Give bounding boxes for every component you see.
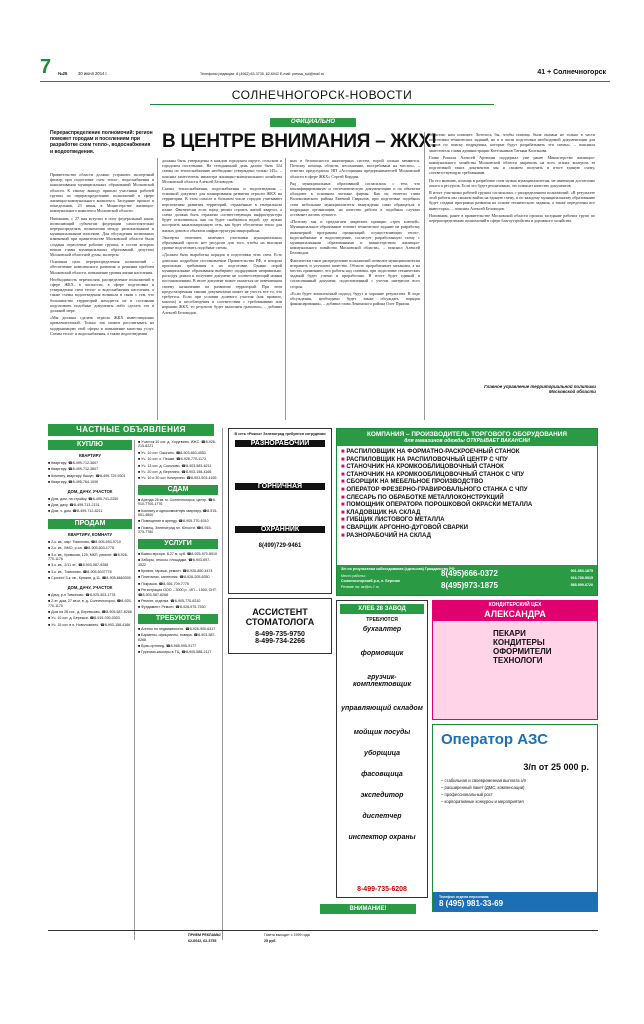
vacancy-item: ■ СТАНОЧНИК НА КРОМКООБЛИЦОВОЧНЫЙ СТАНОК С ЧПУ: [341, 470, 525, 478]
section-title-rule: [150, 104, 494, 105]
vacancy-item: ■ КЛАДОВЩИК НА СКЛАД: [341, 508, 421, 516]
article-paragraph: «Если будет комплексный подход, будут и хорошие результаты. В ходе обсуждения, необходимо будет также обсуждать порядок финансирования», – добавил глава Ленинского района Олег Пряхин.: [290, 290, 420, 307]
article-paragraph: В итоге участники рабочей группы согласились с распределением полномочий. «В результате этой работы мы сможем выйти на единую схему, и по каждому муниципальному образованию будет создана программа развития на основе технического задания, а также определены все инвесторы», – пояснил Алексей Беловодов.: [429, 190, 595, 211]
list-item: ■ Срочно! 3-к. кв., Крюков, д.11. ☎8-905-6663000: [48, 576, 131, 581]
company-ad-banner-line2: для магазинов одежды ОТКРЫВАЕТ ВАКАНСИИ: [404, 438, 530, 444]
company-phone: 916-785-9915: [570, 576, 593, 580]
vacancy-item: ■ СВАРЩИК АРГОННО-ДУГОВОЙ СВАРКИ: [341, 523, 468, 531]
company-phone: 8(495)666-0372: [441, 569, 498, 578]
list-item: ■ Аренда 28 кв. м. Солнечногорск, центр. ☎8-910-7700-1776: [138, 497, 216, 507]
azs-footer: [433, 892, 597, 911]
dental-ad-phone: 8-499-734-2266: [255, 638, 305, 645]
vacancy-list: [337, 446, 597, 541]
list-item: ■ Врач-ортопед. ☎8-985-995-9177: [138, 643, 197, 648]
vacancy-item: ■ ОПЕРАТОР ФРЕЗЕРНО-ГРАВИРОВАЛЬНОГО СТАНКА С ЧПУ: [341, 485, 528, 493]
confect-title: КОНДИТЕРСКИЙ ЦЕХ: [433, 601, 597, 609]
list-item: ■ Уч. 15 сот. в п. Новолокнино. ☎8-903-158-4166: [48, 622, 131, 627]
classifieds-col2: [138, 440, 218, 657]
dental-ad-title: АССИСТЕНТ СТОМАТОЛОГА: [245, 607, 315, 627]
issue-number: №25: [58, 71, 68, 76]
article-paragraph: Эксперты отмечают, замечают участники муниципальных образований просто нет ресурсов для того, чтобы на высоком уровне подготовить подобные схемы.: [162, 234, 282, 251]
list-item: ■ Уч. 10 сот. с. Пешки. ☎8-926-770-1173: [138, 457, 206, 462]
azs-ad: [432, 724, 598, 912]
article-lead: Перераспределение полномочий: регион поможет городам и поселениям при разработке схем тепло-, водоснабжения и водоотведения.: [50, 130, 153, 155]
rosa-ad-item: РАЗНОРАБОЧИЙ: [235, 440, 325, 447]
page-footer: [48, 930, 598, 946]
vacancy-item: ■ СЛЕСАРЬ ПО ОБРАБОТКЕ МЕТАЛЛОКОНСТРУКЦИЙ: [341, 493, 504, 501]
list-item: ■ Уч. 20 сот. д. Вертлино. ☎8-903-158-4166: [138, 470, 212, 475]
vacancy-item: ■ СТАНОЧНИК НА КРОМКООБЛИЦОВОЧНЫЙ СТАНОК: [341, 463, 504, 471]
section-needed: ТРЕБУЮТСЯ: [138, 614, 218, 624]
list-item: ■ Регистрация ООО – 3000 р., ИП – 1500, СНТ. ☎8-903-587-8268: [138, 588, 217, 597]
vacancy-item: ■ СБОРЩИК НА МЕБЕЛЬНОЕ ПРОИЗВОДСТВО: [341, 478, 484, 486]
list-item: ■ Комнату и однокомнатную квартиру. ☎8-915-551-9800: [138, 508, 218, 518]
article-paragraph: «Мы должны сделать отрасль ЖКХ инвестиционно привлекательной. Только так можем рассчитывать на модернизацию этой сферы и повышение качества услуг. Схемы тепло- и водоснабжения, а также водоотведения: [50, 315, 154, 336]
salary-line: З/п по результатам собеседования (сдельная) Гражданство РФ: [341, 567, 455, 571]
bread-item: экспедитор: [360, 792, 404, 799]
company-vacancies-ad: [336, 428, 598, 596]
list-item: ■ Комнату, квартиру. Выкуп. ☎8-499-729-9301: [48, 473, 126, 478]
article-paragraph: должны быть утверждены в каждом городском округе, сельском и городском поселениях. На сегодняшний день далеко быть 324 схемы по теплоснабжению необходимо утверждено только 145», – пояснил заместитель министра жилищно-коммунального хозяйства Московской области Алексей Беловодов.: [162, 158, 282, 184]
article-paragraph: Напомним, ранее в правительстве Московской области прошло заседание рабочих групп по перераспределению полномочий в сфере благоустройства и дорожного хозяйства.: [429, 212, 595, 224]
section-sell: ПРОДАМ: [48, 519, 132, 529]
list-item: ■ Квартиру. ☎8-495-764-1006: [48, 480, 99, 485]
bread-phone: 8-499-735-6208: [357, 886, 407, 893]
list-item: ■ 3-к. кв., Тимоново. ☎8-905-5037778: [48, 569, 112, 574]
list-item: ■ Участок 10 сот. д. Хоругвино, ИЖС. ☎8-926-215-8221: [138, 440, 217, 449]
classifieds-title: ЧАСТНЫЕ ОБЪЯВЛЕНИЯ: [76, 425, 186, 434]
rosa-ad-item: ГОРНИЧНАЯ: [235, 483, 325, 490]
classifieds-header-bar: [48, 424, 214, 436]
bread-item: диспетчер: [362, 813, 402, 820]
azs-benefit: – профессиональный рост: [441, 792, 493, 797]
bread-list: [337, 626, 427, 841]
list-item: ■ Уч. 13 сот. д. Соколово. ☎8-903-583-6211: [138, 463, 212, 468]
list-item: ■ Грузчики-кассиры в ТЦ. ☎8-905-588-2117: [138, 650, 212, 655]
bread-item: грузчик-комплектовщик: [353, 674, 411, 688]
bread-item: мойщик посуды: [353, 729, 411, 736]
list-item: ■ Агенты по недвижимости. ☎8-926-900-6317: [138, 626, 216, 631]
article-paragraph: Основная цель перераспределения полномочий – обеспечение комплексного развития и решения проблем Московской области, повышение уровня жизни населения.: [50, 259, 154, 275]
subsection-house-sell: ДОМ, ДАЧУ, УЧАСТОК: [67, 584, 113, 590]
article-paragraph: Необходимость перечислять распределение полномочий в сфере ЖКХ, в частности, в сфере подготовки и утверждения схем тепло- и водоснабжения населения, а также схемы водоотведения возникла в связи с тем, что большинство территорий находится не в состоянии подготовить подобные документы либо сделать это в должной мере.: [50, 276, 154, 314]
attention-label: ВНИМАНИЕ!: [349, 906, 387, 912]
list-item: ■ Дом, дом, на стройку. ☎8-495-741-2250: [48, 496, 119, 501]
list-item: ■ 2-эт. дом, 27 кв.м, в. д. Солнечногорск. ☎8-925-770-1170: [48, 599, 132, 608]
bread-factory-ad: [336, 600, 428, 898]
list-item: ■ 3-к. кв., 2/11 эт., ☎8-903-587-9268: [48, 563, 109, 568]
azs-title: Оператор АЗС: [441, 731, 548, 748]
work-place: Солнечногорский р-н, п. Березки: [341, 579, 400, 583]
rosa-ad-item: ОХРАННИК: [235, 526, 325, 533]
rosa-ad: [228, 428, 332, 594]
list-item: ■ Заборы, откосы, площадки. ☎8-903-697-3522: [138, 558, 211, 567]
article-paragraph: Схемы теплоснабжения, водоснабжения и водоотведения – основной документ для планирования развития отрасли ЖКХ на территории. В этом смысле в большом числе городов учитывают перспективы развития территорий, отражённые в генеральном плане. Фактически если город решил строить жилой квартал, а схема должна быть отражена соответствующая инфраструктура будет отапливаться, как он будет снабжаться водой, где нужно построить канализационную сеть, как будет обеспечено тепло для жилых домов и объектов инфраструктуры микрорайона.: [162, 186, 282, 233]
list-item: ■ Дом, ч. дом. ☎8-499-712-8211: [48, 509, 103, 514]
list-item: ■ Плиточник, сантехник. ☎8-926-205-8350: [138, 575, 210, 580]
official-badge: ОФИЦИАЛЬНО: [270, 118, 356, 127]
article-paragraph: ных и безопасности инженерных систем, порой сильно меняются. Поэтому помощь области, несомненно, востребована на местах», – отметил председатель НП «Ассоциация предпринимателей Московской области в сфере ЖКХ» Сергей Кирдин.: [290, 158, 420, 179]
confectionery-ad: [432, 600, 598, 720]
vacancy-item: ■ РАЗНОРАБОЧИЙ НА СКЛАД: [341, 531, 431, 539]
classifieds-col1: [48, 440, 132, 629]
list-item: ■ Квартиру. ☎8-499-712-3607: [48, 461, 99, 465]
list-item: ■ Уч. 10 сот. д. Бережки. ☎8-915-030-0303: [48, 616, 120, 621]
company-ad-banner: [337, 429, 597, 446]
company-ad-footer: [337, 565, 597, 595]
article-paragraph: По его мнению, помощь в разработке схем нужна муниципалитетам, не имеющим достаточно опыта и ресурсов. Если это будет реализовано, это повысит качество документов.: [429, 177, 595, 188]
bread-item: уборщица: [363, 750, 400, 757]
azs-phone-label: Телефон отдела персонала:: [439, 894, 490, 899]
azs-benefit: – расширенный пакет (ДМС, компенсации): [441, 785, 525, 790]
issue-date: 30 июня 2014 г.: [78, 71, 108, 76]
azs-salary: 3/п от 25 000 р.: [523, 762, 589, 772]
vacancy-item: ■ РАСПИЛОВЩИК НА РАСПИЛОВОЧНЫЙ ЦЕНТР С ЧПУ: [341, 455, 508, 463]
vacancy-item: ■ ГИБЩИК ЛИСТОВОГО МЕТАЛЛА: [341, 516, 445, 524]
contacts: Телефоны редакции: 8 (4962) 63-3735, 62-6042 E-mail: pressa_sol@mail.ru: [200, 72, 324, 76]
article-paragraph: Правительство области должно устранить экспертный фильтр при подготовке схем тепло-, водоснабжения и канализования муниципальных образований Московской области. К такому выводу пришли участники рабочей группы по перераспределению полномочий в сфере жилищно-коммунального комплекса. Заседание прошло в понедельник, 23 июня, в Министерстве жилищно-коммунального комплекса Московской области.: [50, 172, 154, 214]
confect-name: АЛЕКСАНДРА: [433, 609, 597, 621]
footer-since: Газета выходит с 1999 года: [264, 933, 310, 937]
article-signature: Главное управление территориальной политики Московской области: [484, 384, 596, 395]
section-title: СОЛНЕЧНОГОРСК-НОВОСТИ: [231, 88, 413, 102]
list-item: ■ Уч. 10 сот. Ожогино. ☎8-903-663-4553: [138, 450, 206, 455]
bread-item: фасовщица: [361, 771, 403, 778]
footer-price: 25 руб.: [264, 939, 277, 943]
article-col2: [162, 158, 282, 315]
list-item: ■ Кровля, гаражи, ремонт. ☎8-926-850-4474: [138, 568, 213, 573]
confect-item: КОНДИТЕРЫ: [493, 638, 545, 647]
resume-email: Резюме на: ae@m-7.ru: [341, 585, 379, 589]
list-item: ■ Квартиру. ☎8-499-712-3607: [48, 467, 99, 472]
list-item: ■ Дом, дачу. ☎8-499-713-2131: [48, 503, 100, 508]
column-divider: [134, 440, 135, 940]
rosa-ad-title: В сеть «Роксы» Зеленоград требуются сотрудники: [234, 432, 326, 436]
azs-phone: 8 (495) 981-33-69: [439, 899, 504, 908]
bread-item: бухгалтер: [362, 626, 402, 633]
bread-item: управляющий складом: [341, 705, 423, 712]
bread-item: инспектор охраны: [348, 834, 416, 841]
work-place-label: Место работы:: [341, 574, 366, 578]
column-divider: [222, 428, 223, 940]
company-phone: 8(495)973-1875: [441, 581, 498, 590]
buy-list: [48, 461, 132, 485]
list-item: ■ Бармены, официанты, повара. ☎8-903-587-8268: [138, 633, 216, 642]
list-item: ■ Покраска. ☎8-926-709-7775: [138, 581, 189, 586]
confect-list: [493, 629, 597, 665]
article-paragraph: «Должен быть выработан порядок и подготовки этих схем. Есть довольно подробное постановление Правительства РФ, в котором прописаны требования к их подготовке. Однако порой муниципальные образования выбирают подрядчиков неправильно, расходуя деньги и получают документ не соответствующий новым постановлениям. В итоге документ может оказаться не отвечающим своему назначению по развитию территорий. При этом предусмотренная такими документами может не учесть все то, что требуется. Если при условии долевого участия (как правило, многих) и несоблюдения в соответствии с требованиями или нормами ЖКХ, то результат будет выполнен грамотно», – добавил Алексей Беловодов.: [162, 252, 282, 315]
list-item: ■ Дачу, р-н Тимоново. ☎8-925-503-1778: [48, 592, 116, 597]
list-item: ■ Ремонт, отделка. ☎8-905-770-6310: [138, 598, 201, 603]
subsection-house: ДОМ, ДАЧУ, УЧАСТОК: [67, 488, 113, 494]
bread-needed: ТРЕБУЮТСЯ: [366, 617, 398, 623]
article-col1: [50, 172, 154, 336]
list-item: ■ Фундамент. Ремонт. ☎8-926-975-7530: [138, 605, 206, 610]
company-phone: 901-553-1875: [570, 569, 593, 573]
list-item: ■ 2-к. кв., мкр. Тимоново. ☎8-905-593-9710: [48, 539, 121, 544]
vacancy-item: ■ ПОМОЩНИК ОПЕРАТОРА ПОРОШКОВОЙ ОКРАСКИ МЕТАЛЛА: [341, 501, 533, 509]
article-headline: В ЦЕНТРЕ ВНИМАНИЯ – ЖКХ!: [162, 131, 437, 152]
dental-ad: [228, 598, 332, 654]
article-col3: [290, 158, 420, 306]
article-col4: [429, 132, 595, 223]
company-ad-banner-line1: КОМПАНИЯ – ПРОИЗВОДИТЕЛЬ ТОРГОВОГО ОБОРУДОВАНИЯ: [367, 431, 567, 438]
ad-reception-phones: 62-6042, 62-3755: [188, 939, 217, 943]
azs-benefit: – стабильная и своевременная выплата з/п: [441, 778, 527, 783]
attention-box: [320, 904, 416, 914]
article-paragraph: Фактически такое распределение полномочий позволит муниципалитетам исправить и улучшить качество. Область прорабатывает механизм, а на местах применяют, что работы над схемами, при подготовке технических заданий будет учтено и проработано. В итоге будет единый и согласованный документ, подготовленный с учетом интересов всех сторон.: [290, 257, 420, 289]
confect-item: ОФОРМИТЕЛИ: [493, 647, 552, 656]
page-header: [40, 56, 610, 82]
bread-item: формовщик: [360, 650, 404, 657]
section-buy: КУПЛЮ: [48, 440, 132, 450]
list-item: ■ Вывоз мусора. 8-27 м. куб. ☎8-925-970-8910: [138, 551, 217, 556]
page-number: 7: [40, 56, 52, 78]
vacancy-item: ■ РАСПИЛОВЩИК НА ФОРМАТНО-РАСКРОЕЧНЫЙ СТАНОК: [341, 448, 520, 455]
azs-benefits: [441, 778, 589, 804]
dental-ad-phone: 8-499-735-9750: [255, 631, 305, 638]
article-paragraph: Напомним, с 27 мая вступил в силу федеральный закон, позволяющий субъектам федерации самостоятельно перераспределять полномочия между региональными и муниципальными властями. Для обсуждения возможных изменений при правительстве Московской области были созданы отраслевые рабочие группы, в состав которых вошли главы муниципальных образований, депутаты Московской областной думы, эксперты.: [50, 215, 154, 258]
list-item: ■ 2-к. кв., ВМО, р-он. ☎8-905-503-1778: [48, 546, 114, 551]
section-rent: СДАМ: [138, 485, 218, 495]
bread-logo: ХЛЕБ 28 ЗАВОД: [340, 604, 424, 614]
list-item: ■ 3-к. кв., Кривская, 125, МКП, ремонт. ☎8-926-770-1176: [48, 552, 128, 562]
list-item: ■ Помещ. Зеленоград пл. Юности. ☎8-915-375-7780: [138, 525, 212, 535]
subsection-sell-apartment: КВАРТИРУ, КОМНАТУ: [67, 531, 113, 537]
article-paragraph: Глава Рошаля Алексей Артюхин поддержал уже ранее Министерство жилищно-коммунального хозяйства Московской области закрепить на всех этапах контроль за подготовкой таких документов мы и сможем получить в итоге единую схему, соответствующую требованиям.: [429, 154, 595, 176]
subsection-apartment: КВАРТИРУ: [78, 453, 102, 458]
confect-item: ПЕКАРИ: [493, 629, 526, 638]
list-item: ■ Уч. 10 и 30 сот. Кочергино. ☎8-903-503-4165: [138, 476, 217, 481]
list-item: ■ Дом на 26 сот., д. Берлюково. ☎8-905-587-8268: [48, 609, 132, 614]
azs-benefit: – корпоративные конкурсы и мероприятия: [441, 799, 524, 804]
list-item: ■ Помещение в аренду. ☎8-905-770-6310: [138, 519, 209, 524]
column-divider: [285, 158, 286, 420]
company-phone: 985-999-6720: [570, 583, 593, 587]
section-services: УСЛУГИ: [138, 539, 218, 549]
column-divider: [157, 158, 158, 420]
ad-reception-label: ПРИЕМ РЕКЛАМЫ: [188, 933, 221, 937]
confect-item: ТЕХНОЛОГИ: [493, 656, 543, 665]
rosa-ad-phone: 8(499)729-9461: [258, 543, 302, 550]
brand: 41 + Солнечногорск: [537, 69, 606, 76]
article-paragraph: «Поэтому мы и предлагаем закрепить принцип «трех ключей». Муниципальное образование готовит техническое задание на разработку инженерной программы организаций, осуществляющих тепло-, водоснабжение и водоотведение, согласует разработанную схему с муниципальными образованиями и министерством жилищно-коммунального хозяйства Московской области», – пояснил Алексей Беловодов.: [290, 219, 420, 256]
column-divider: [424, 132, 425, 420]
article-paragraph: Ряд муниципальных образований согласились с тем, что квалифицированную и систематическую документацию и по объектам обладают в основном частные фирмы. Как он отметил глава Волоколамского района Евгений Гаврилов, при подготовке подобных схем небольшие муниципалитеты вынуждены сами обращаться в подрядные организации, но качество работы в подобных случаях оставляет желать лучшего.: [290, 180, 420, 218]
article-paragraph: областью нам поможет. Хотелось бы, чтобы помощь была оказана не только в части подготовки технических заданий, но и в части подготовки необходимой документации для торгов по поиску подрядчика, которые будут разрабатывать эти схемы», – пояснила заместитель главы администрации Котельников Татьяна Колганова.: [429, 132, 595, 153]
